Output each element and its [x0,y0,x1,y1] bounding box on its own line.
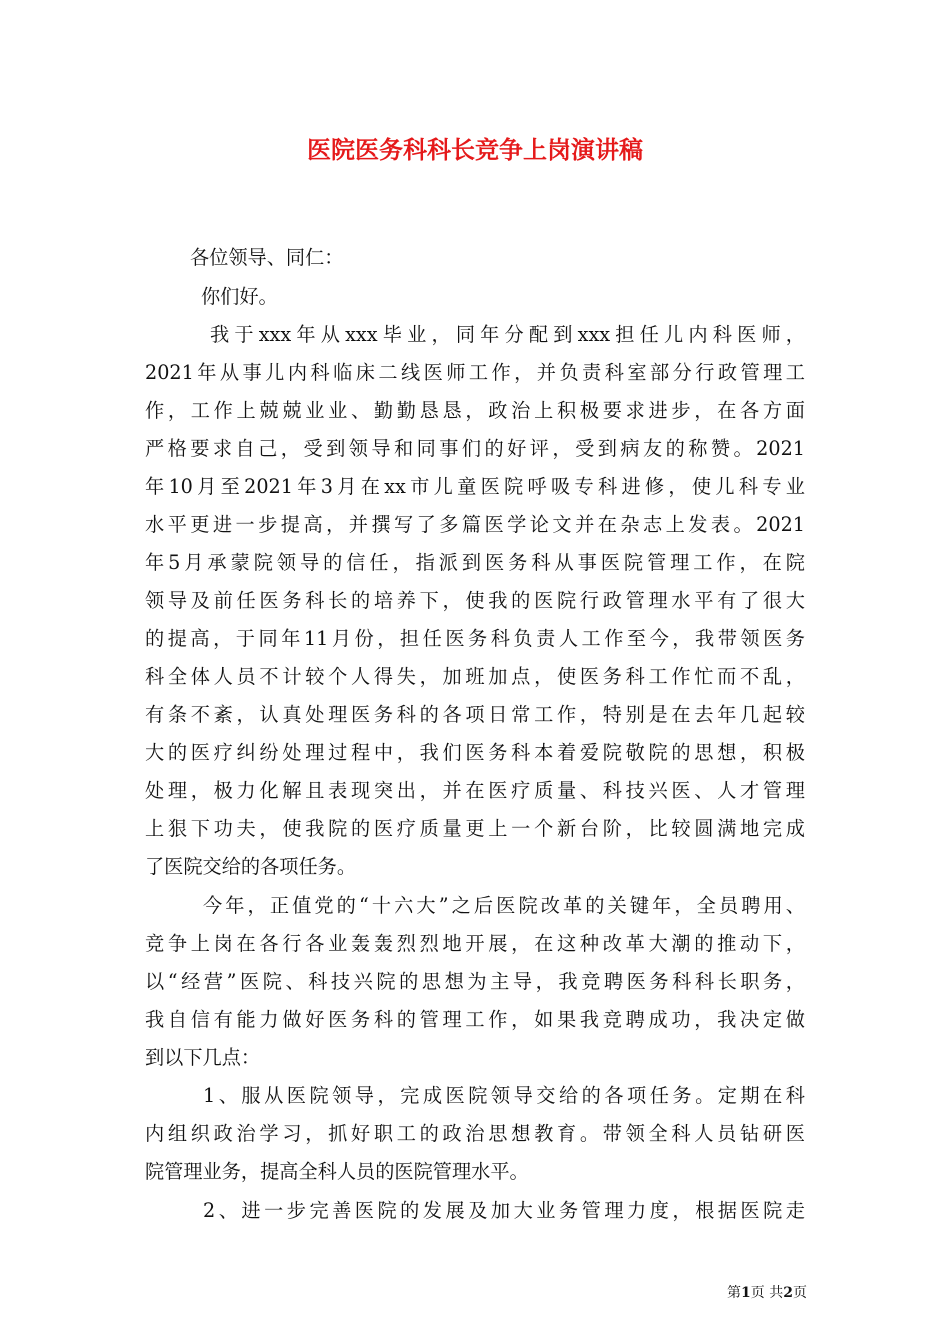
page-number [727,1283,807,1303]
body-line: 年5月承蒙院领导的信任，指派到医务科从事医院管理工作，在院 [145,551,805,574]
body-line: 严格要求自己，受到领导和同事们的好评，受到病友的称赞。2021 [145,437,805,460]
body-line: 年10月至2021年3月在xx市儿童医院呼吸专科进修，使儿科专业 [145,475,805,498]
document-title: 医院医务科科长竞争上岗演讲稿 [307,135,643,164]
body-line: 的提高，于同年11月份，担任医务科负责人工作至今，我带领医务 [145,627,805,650]
page-number-mid: 页 共 [750,1285,784,1301]
body-line: 院管理业务，提高全科人员的医院管理水平。 [145,1160,529,1183]
body-line: 领导及前任医务科长的培养下，使我的医院行政管理水平有了很大 [145,589,805,612]
body-line: 1、服从医院领导，完成医院领导交给的各项任务。定期在科 [203,1084,805,1107]
body-line-salutation: 各位领导、同仁： [190,246,344,269]
body-line: 我自信有能力做好医务科的管理工作，如果我竞聘成功，我决定做 [145,1008,805,1031]
total-pages: 2 [783,1285,793,1301]
body-line: 以“经营”医院、科技兴院的思想为主导，我竞聘医务科科长职务， [145,970,805,993]
body-line: 上狠下功夫，使我院的医疗质量更上一个新台阶，比较圆满地完成 [145,817,805,840]
body-line: 作，工作上兢兢业业、勤勤恳恳，政治上积极要求进步，在各方面 [145,399,805,422]
body-line: 科全体人员不计较个人得失，加班加点，使医务科工作忙而不乱， [145,665,805,688]
body-line: 我于xxx年从xxx毕业，同年分配到xxx担任儿内科医师， [210,323,805,346]
current-page: 1 [741,1285,751,1301]
body-line: 水平更进一步提高，并撰写了多篇医学论文并在杂志上发表。2021 [145,513,805,536]
body-line: 大的医疗纠纷处理过程中，我们医务科本着爱院敬院的思想，积极 [145,741,805,764]
body-line-greeting: 你们好。 [201,285,278,308]
body-line: 竞争上岗在各行各业轰轰烈烈地开展，在这种改革大潮的推动下， [145,932,805,955]
body-line: 内组织政治学习，抓好职工的政治思想教育。带领全科人员钻研医 [145,1122,805,1145]
page-number-suffix: 页 [793,1285,807,1301]
body-line: 了医院交给的各项任务。 [145,855,357,878]
body-line: 处理，极力化解且表现突出，并在医疗质量、科技兴医、人才管理 [145,779,805,802]
body-line: 今年，正值党的“十六大”之后医院改革的关键年，全员聘用、 [203,894,805,917]
body-line: 到以下几点： [145,1046,261,1069]
body-line: 2、进一步完善医院的发展及加大业务管理力度，根据医院走 [203,1199,805,1222]
body-line: 2021年从事儿内科临床二线医师工作，并负责科室部分行政管理工 [145,361,805,384]
page-number-prefix: 第 [727,1285,742,1301]
body-line: 有条不紊，认真处理医务科的各项日常工作，特别是在去年几起较 [145,703,805,726]
